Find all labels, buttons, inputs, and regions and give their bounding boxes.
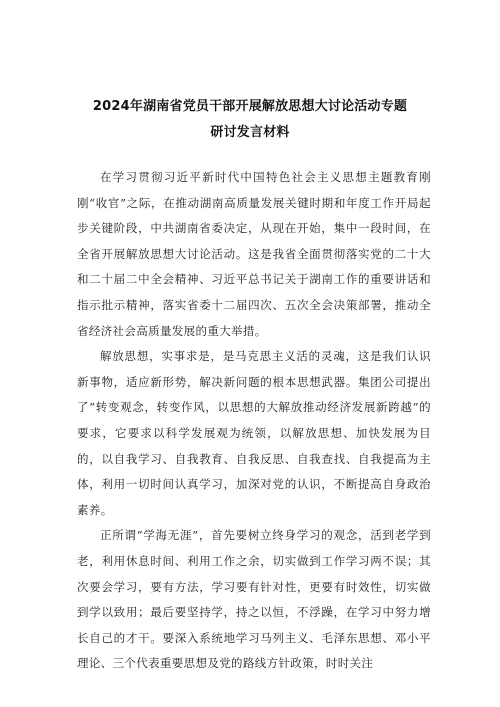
paragraph-2: 解放思想，实事求是，是马克思主义活的灵魂，这是我们认识新事物，适应新形势，解决新问题的根本思想武器。集团公司提出了“转变观念，转变作风，以思想的大解放推动经济发展新跨越”的要求，它要求以科学发展观为统领，以解放思想、加快发展为目的，以自我学习、自我教育、自我反思、自我查找、自我提高为主体，利用一切时间认真学习，加深对党的认识，不断提高自身政治素养。 (77, 349, 431, 517)
document-title (70, 94, 430, 146)
document-body (77, 165, 431, 677)
title-line-1: 2024年湖南省党员干部开展解放思想大讨论活动专题 (92, 99, 408, 114)
paragraph-3: 正所谓“学海无涯”，首先要树立终身学习的观念，活到老学到老，利用休息时间、利用工作之余，切实做到工作学习两不误；其次要会学习，要有方法，学习要有针对性，更要有时效性，切实做到学以致用；最后要坚持学，持之以恒，不浮躁，在学习中努力增长自己的才干。要深入系统地学习马列主义、毛泽东思想、邓小平理论、三个代表重要思想及党的路线方针政策，时时关注 (77, 528, 431, 671)
paragraph-1: 在学习贯彻习近平新时代中国特色社会主义思想主题教育刚刚“收官”之际，在推动湖南高质量发展关键时期和年度工作开局起步关键阶段，中共湖南省委决定，从现在开始，集中一段时间，在全省开展解放思想大讨论活动。这是我省全面贯彻落实党的二十大和二十届二中全会精神、习近平总书记关于湖南工作的重要讲话和指示批示精神，落实省委十二届四次、五次全会决策部署，推动全省经济社会高质量发展的重大举措。 (77, 170, 431, 338)
title-line-2: 研讨发言材料 (210, 125, 290, 140)
